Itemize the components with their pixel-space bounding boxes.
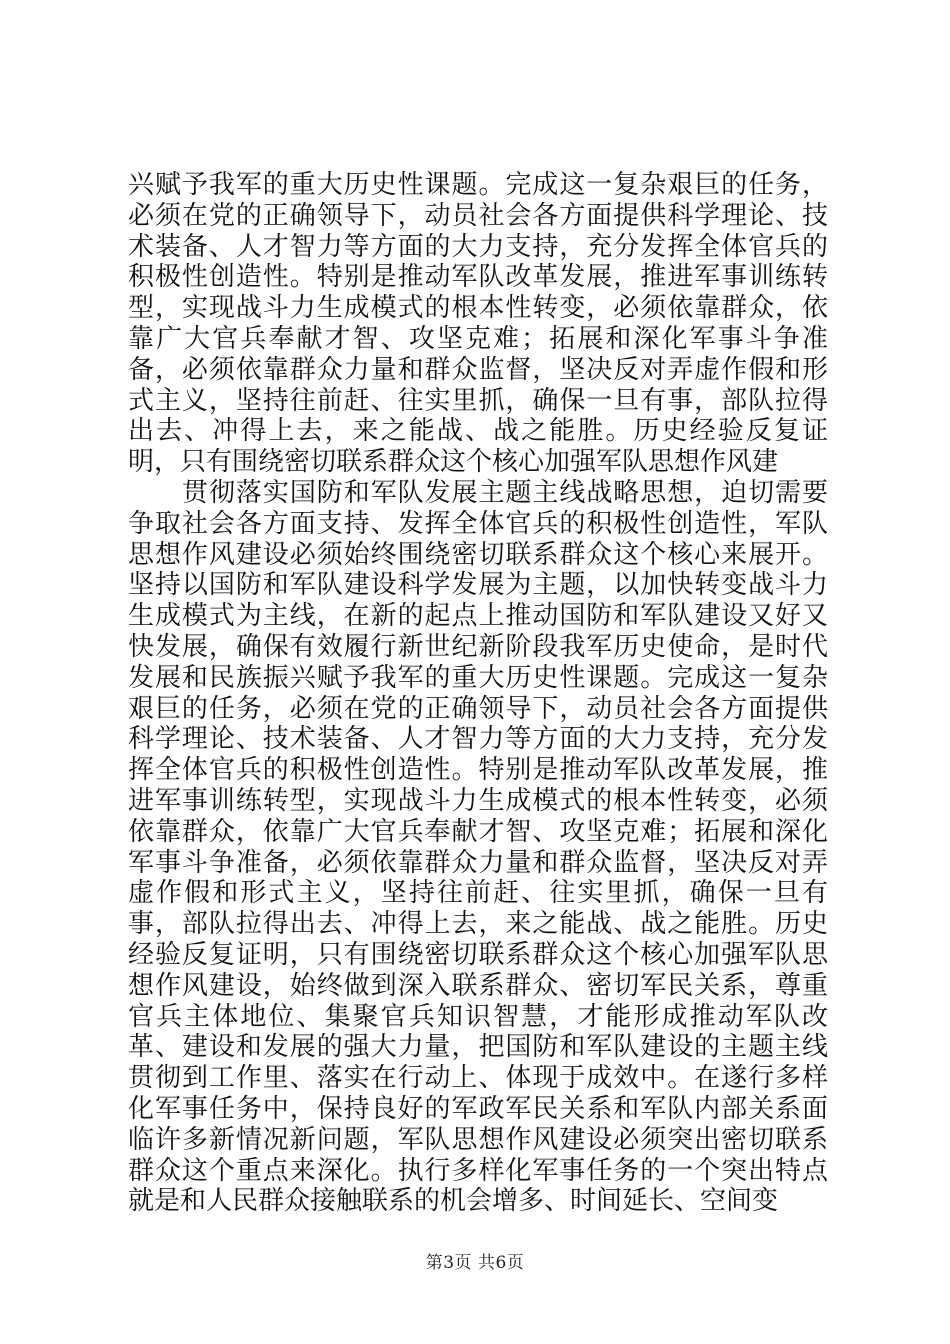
page-footer: 第3页 共6页 (425, 1253, 525, 1273)
paragraph-2: 贯彻落实国防和军队发展主题主线战略思想，迫切需要争取社会各方面支持、发挥全体官兵的积极性创造性，军队思想作风建设必须始终围绕密切联系群众这个核心来展开。坚持以国防和军队建设科学发展为主题，以加快转变战斗力生成模式为主线，在新的起点上推动国防和军队建设又好又快发展，确保有效履行新世纪新阶段我军历史使命，是时代发展和民族振兴赋予我军的重大历史性课题。完成这一复杂艰巨的任务，必须在党的正确领导下，动员社会各方面提供科学理论、技术装备、人才智力等方面的大力支持，充分发挥全体官兵的积极性创造性。特别是推动军队改革发展，推进军事训练转型，实现战斗力生成模式的根本性转变，必须依靠群众，依靠广大官兵奉献才智、攻坚克难；拓展和深化军事斗争准备，必须依靠群众力量和群众监督，坚决反对弄虚作假和形式主义，坚持往前赶、往实里抓，确保一旦有事，部队拉得出去、冲得上去，来之能战、战之能胜。历史经验反复证明，只有围绕密切联系群众这个核心加强军队思想作风建设，始终做到深入联系群众、密切军民关系，尊重官兵主体地位、集聚官兵知识智慧，才能形成推动军队改革、建设和发展的强大力量，把国防和军队建设的主题主线贯彻到工作里、落实在行动上、体现于成效中。在遂行多样化军事任务中，保持良好的军政军民关系和军队内部关系面临许多新情况新问题，军队思想作风建设必须突出密切联系群众这个重点来深化。执行多样化军事任务的一个突出特点就是和人民群众接触联系的机会增多、时间延长、空间变 (128, 477, 828, 1217)
paragraph-1: 兴赋予我军的重大历史性课题。完成这一复杂艰巨的任务，必须在党的正确领导下，动员社会各方面提供科学理论、技术装备、人才智力等方面的大力支持，充分发挥全体官兵的积极性创造性。特别是推动军队改革发展，推进军事训练转型，实现战斗力生成模式的根本性转变，必须依靠群众，依靠广大官兵奉献才智、攻坚克难；拓展和深化军事斗争准备，必须依靠群众力量和群众监督，坚决反对弄虚作假和形式主义，坚持往前赶、往实里抓，确保一旦有事，部队拉得出去、冲得上去，来之能战、战之能胜。历史经验反复证明，只有围绕密切联系群众这个核心加强军队思想作风建 (128, 170, 828, 478)
document-body (128, 170, 828, 1217)
